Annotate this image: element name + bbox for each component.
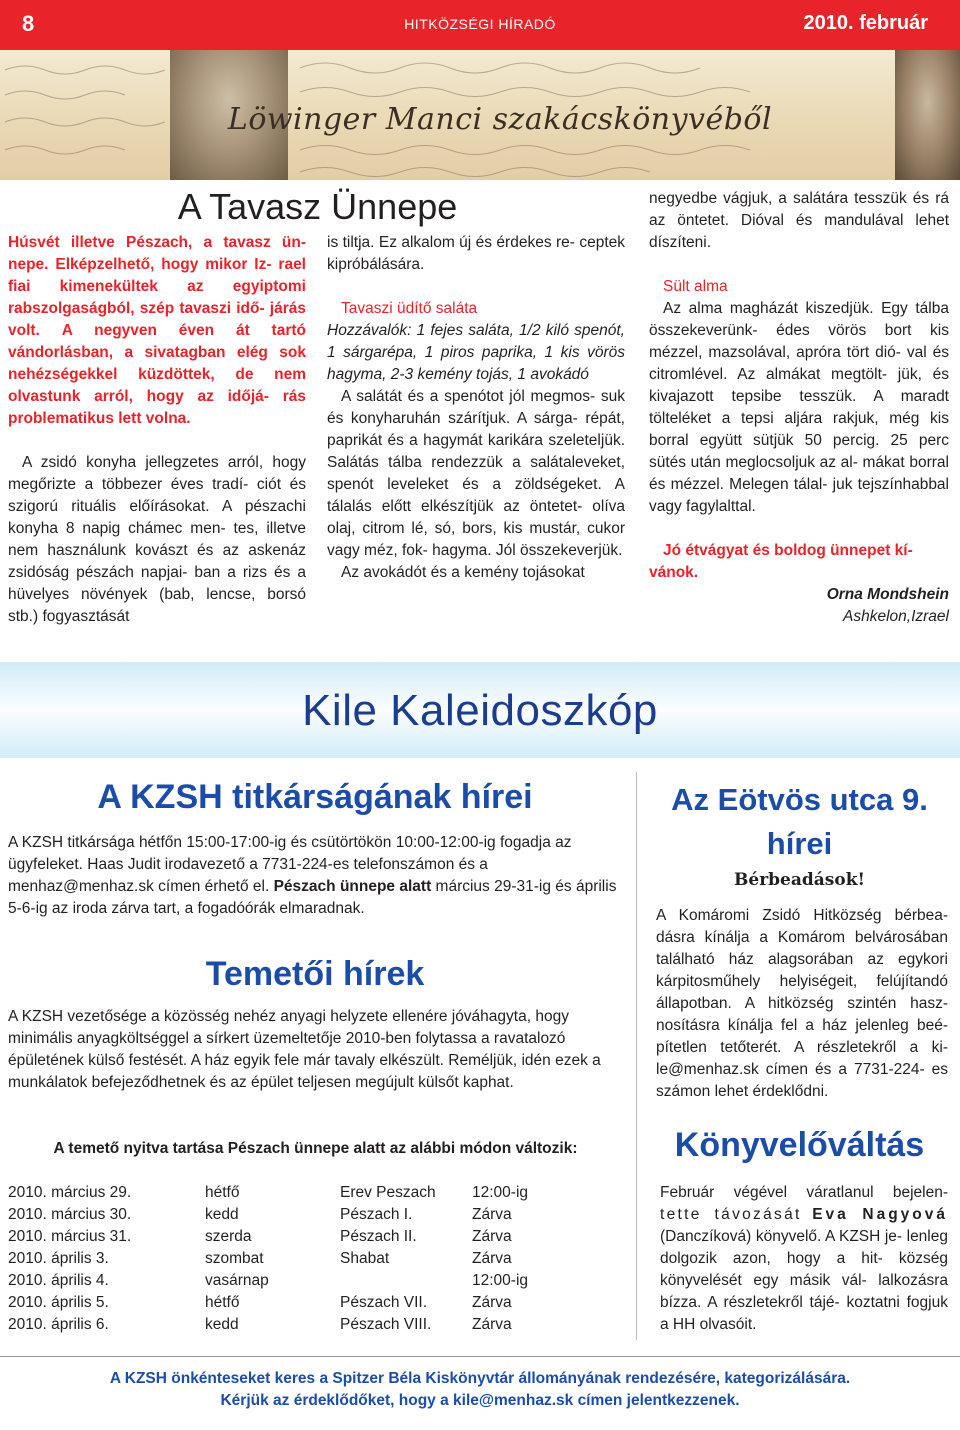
kzsh-news-text-2: március 29-31-ig és április 5-6-ig az iroda zárva tart, a fogadóórák elmaradnak. bbox=[8, 878, 617, 917]
recipe-steps-apple: Az alma magházát kiszedjük. Egy tálba összekeverünk- édes vörös bort kis mézzel, mazsolával, apróra tört dió- val és citromlével. Az almákat megtölt- jük, és kivajazott tepsibe tesszük. A maradt tölteléket a tepsi aljára rakjuk, még kis borral együtt sütjük 50 percig. 25 perc sütés után meglocsoljuk az al- mákat borral és mézzel. Melegen tálal- juk tejszínhabbal vagy fagylalttal. bbox=[649, 300, 949, 515]
schedule-day: kedd bbox=[205, 1316, 239, 1333]
schedule-event: Pészach II. bbox=[340, 1228, 417, 1245]
schedule-time: Zárva bbox=[472, 1250, 512, 1267]
schedule-row bbox=[8, 1316, 623, 1338]
recipe-steps-salad: A salátát és a spenótot jól megmos- suk és konyharuhán szárítjuk. A sárga- répát, paprikát és a hagymát karikára szeleteljük. Salátás tálba rendezzük a salátaleveket, spenót leveleket és a zöldségeket. A tálalás előtt elkészítjük az öntetet- olíva olaj, citrom lé, só, bors, kis mustár, cukor vagy méz, fok- hagyma. Jól összekeverjük. bbox=[327, 388, 625, 559]
eotvos-news-text: A Komáromi Zsidó Hitközség bérbea- dásra kínálja a Komárom belvárosában található ház alagsorában az egykori kárpitosműhely helyiségeit, felújítandó állapotban. A hitközség szintén hasz- nosításra kínálja fel a ház jelenleg beé- pítetlen tetőterét. A részletekről a ki- le@menhaz.sk címen és a 7731-224- es számon lehet érdeklődni. bbox=[656, 907, 948, 1100]
kzsh-news-bold: Pészach ünnepe alatt bbox=[273, 878, 432, 895]
article-paragraph: A zsidó konyha jellegzetes arról, hogy megőrizte a többezer éves tradí- ciót és szigorú rituális előírásokat. A pészachi konyha 8 napig chámec men- tes, illetve nem használunk kovászt és az askenáz zsidóság pészách napjai- ban a rizs és a hüvelyes növények (bab, lencse, borsó stb.) fogyasztását bbox=[8, 454, 306, 625]
schedule-day: szombat bbox=[205, 1250, 264, 1267]
accountant-name: Eva Nagyová bbox=[812, 1206, 949, 1223]
intro-red-sentence-1: Húsvét illetve Pészach, a tavasz ün- nepe. Elképzelhető, hogy mikor Iz- rael fiai kimenekültek az egyiptomi rabszolgaságból, szép tavaszi idő- járás volt. bbox=[8, 234, 306, 339]
accountant-text-2: tette távozását bbox=[660, 1206, 802, 1223]
schedule-date: 2010. március 31. bbox=[8, 1228, 132, 1245]
schedule-date: 2010. április 5. bbox=[8, 1294, 109, 1311]
schedule-row bbox=[8, 1206, 623, 1228]
cookbook-banner bbox=[0, 50, 960, 180]
accountant-change-text bbox=[660, 1182, 948, 1336]
intro-red-sentence-2: A negyven éven át tartó vándorlásban, a sivatagban elég sok nehézségekkel küzdöttek, de nem olvastunk arról, hogy az időjá- rás problematikus lett volna. bbox=[8, 322, 306, 427]
schedule-day: vasárnap bbox=[205, 1272, 269, 1289]
eotvos-title-line-2: hírei bbox=[766, 826, 833, 861]
schedule-time: 12:00-ig bbox=[472, 1272, 529, 1289]
schedule-row bbox=[8, 1228, 623, 1250]
schedule-day: hétfő bbox=[205, 1184, 240, 1201]
issue-date: 2010. február bbox=[803, 12, 928, 34]
schedule-time: Zárva bbox=[472, 1206, 512, 1223]
cemetery-news-title: Temetői hírek bbox=[205, 955, 425, 993]
schedule-event: Erev Peszach bbox=[340, 1184, 436, 1201]
footer-divider bbox=[0, 1356, 960, 1357]
cemetery-opening-title: A temető nyitva tartása Pészach ünnepe alatt az alábbi módon változik: bbox=[53, 1140, 578, 1157]
kzsh-news-text-1: A KZSH titkársága hétfőn 15:00-17:00-ig és csütörtökön 10:00-12:00-ig fogadja az ügyfeleket. Haas Judit irodavezető a 7731-224-es telefonszámon és a menhaz@menhaz.sk címen érhető el. bbox=[8, 834, 572, 895]
author-name: Orna Mondshein bbox=[826, 586, 949, 603]
section-band bbox=[0, 662, 960, 758]
schedule-event: Pészach I. bbox=[340, 1206, 413, 1223]
recipe-ingredients-salad: Hozzávalók: 1 fejes saláta, 1/2 kiló spenót, 1 sárgarépa, 1 piros paprika, 1 kis vörös hagyma, 2-3 kemény tojás, 1 avokádó bbox=[327, 322, 625, 383]
schedule-date: 2010. április 3. bbox=[8, 1250, 109, 1267]
schedule-row bbox=[8, 1250, 623, 1272]
cemetery-news-text: A KZSH vezetősége a közösség nehéz anyagi helyzete ellenére jóváhagyta, hogy minimális anyagköltséggel a sírkert üzemeltetője 2010-ben folytassa a ravatalozó épületének külső festését. A ház egyik fele már tavaly elkészült. Reméljük, idén ezek a munkálatok befejeződhetnek és az épület teljesen megújult külsőt kaphat. bbox=[8, 1008, 601, 1091]
article-title: A Tavasz Ünnepe bbox=[177, 186, 458, 227]
publication-name: HITKÖZSÉGI HÍRADÓ bbox=[404, 16, 556, 32]
recipe-title-salad: Tavaszi üdítő saláta bbox=[341, 300, 478, 317]
portrait-photo-right bbox=[895, 50, 960, 180]
schedule-event: Shabat bbox=[340, 1250, 390, 1267]
recipe-title-apple: Sült alma bbox=[663, 278, 728, 295]
banner-title: Löwinger Manci szakácskönyvéből bbox=[227, 102, 773, 137]
rentals-subtitle: Bérbeadások! bbox=[734, 870, 865, 890]
page-header-bar bbox=[0, 0, 960, 50]
accountant-text-1: Február végével váratlanul bejelen- bbox=[660, 1184, 948, 1201]
eotvos-title-line-1: Az Eötvös utca 9. bbox=[671, 782, 928, 817]
recipe-steps-salad-cont: negyedbe vágjuk, a salátára tesszük és rá az öntetet. Dióval és mandulával lehet díszíteni. bbox=[649, 190, 949, 251]
article-column-1 bbox=[8, 232, 306, 628]
cemetery-schedule bbox=[8, 1184, 623, 1338]
article-intro bbox=[8, 232, 306, 430]
section-title-kile: Kile Kaleidoszkóp bbox=[302, 686, 658, 735]
accountant-text-3: (Danczíková) könyvelő. A KZSH je- lenleg dolgozik azon, hogy a hit- község könyvelését egy másik vál- lalkozásra bízza. A részletekről tájé- koztatni fogjuk a HH olvasóit. bbox=[660, 1228, 948, 1333]
article-column-3 bbox=[649, 188, 949, 628]
schedule-day: szerda bbox=[205, 1228, 252, 1245]
schedule-time: Zárva bbox=[472, 1294, 512, 1311]
schedule-event: Pészach VIII. bbox=[340, 1316, 432, 1333]
footer-line-2: Kérjük az érdeklődőket, hogy a kile@menhaz.sk címen jelentkezzenek. bbox=[220, 1392, 740, 1409]
author-place: Ashkelon,Izrael bbox=[843, 608, 949, 625]
article-column-2 bbox=[327, 232, 625, 584]
page-number: 8 bbox=[22, 11, 35, 36]
kzsh-news-title: A KZSH titkárságának hírei bbox=[97, 778, 533, 816]
footer-notice bbox=[0, 1368, 960, 1412]
article-paragraph-cont: is tiltja. Ez alkalom új és érdekes re- ceptek kipróbálására. bbox=[327, 234, 625, 273]
schedule-time: Zárva bbox=[472, 1228, 512, 1245]
schedule-event: Pészach VII. bbox=[340, 1294, 428, 1311]
schedule-day: kedd bbox=[205, 1206, 239, 1223]
schedule-date: 2010. április 4. bbox=[8, 1272, 109, 1289]
schedule-day: hétfő bbox=[205, 1294, 240, 1311]
schedule-time: Zárva bbox=[472, 1316, 512, 1333]
schedule-row bbox=[8, 1272, 623, 1294]
footer-line-1: A KZSH önkénteseket keres a Spitzer Béla Kiskönyvtár állományának rendezésére, kategorizálására. bbox=[109, 1370, 851, 1387]
schedule-time: 12:00-ig bbox=[472, 1184, 529, 1201]
schedule-date: 2010. március 30. bbox=[8, 1206, 132, 1223]
accountant-change-title: Könyvelőváltás bbox=[674, 1126, 925, 1164]
schedule-date: 2010. április 6. bbox=[8, 1316, 109, 1333]
schedule-date: 2010. március 29. bbox=[8, 1184, 132, 1201]
schedule-row bbox=[8, 1184, 623, 1206]
column-divider bbox=[636, 772, 637, 1340]
recipe-steps-salad-2: Az avokádót és a kemény tojásokat bbox=[341, 564, 585, 581]
closing-wish: Jó étvágyat és boldog ünnepet kí- vánok. bbox=[649, 542, 913, 581]
schedule-row bbox=[8, 1294, 623, 1316]
kzsh-news-text bbox=[8, 832, 623, 920]
eotvos-news-title bbox=[647, 778, 952, 866]
